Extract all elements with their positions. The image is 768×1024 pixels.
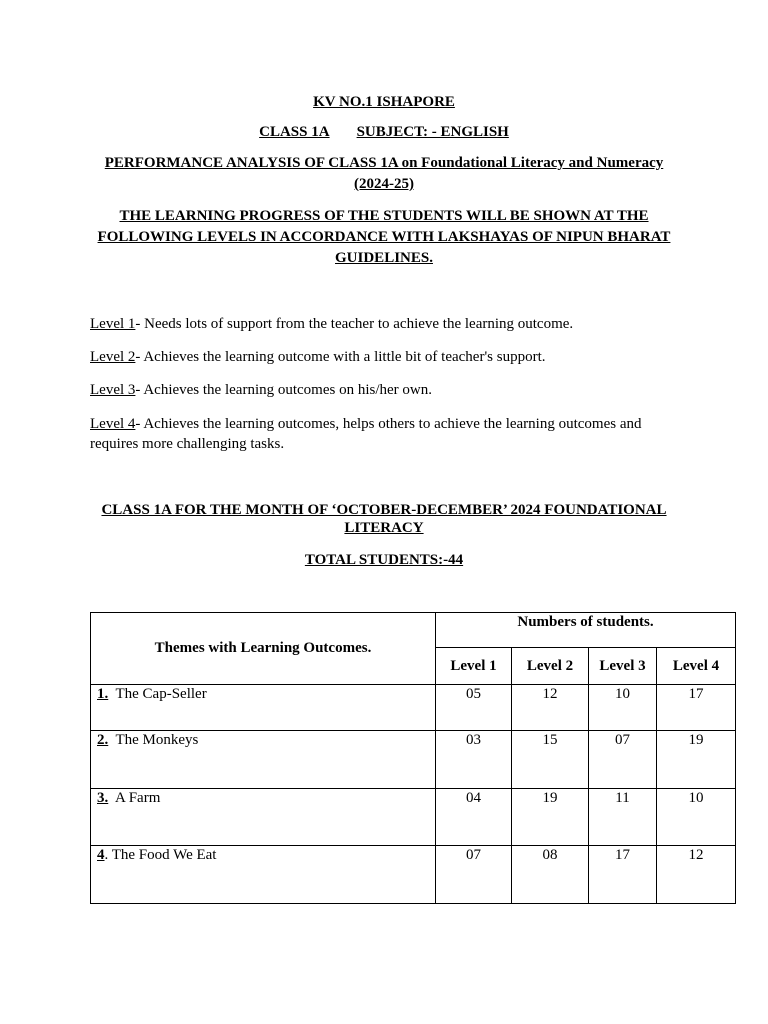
table-row (91, 731, 736, 789)
theme-number: 3. (97, 790, 109, 806)
level-2-count: 08 (512, 846, 589, 904)
theme-number: 2. (97, 732, 109, 748)
theme-title: A Farm (114, 790, 161, 806)
count-column-header (436, 613, 736, 648)
level-3-count: 10 (589, 685, 657, 731)
subject-label: SUBJECT: - ENGLISH (356, 124, 509, 140)
level-1-name: Level 1 (90, 316, 136, 332)
theme-title: The Cap-Seller (115, 686, 207, 702)
level-4-desc: - Achieves the learning outcomes, helps others to achieve the learning outcomes and requires more challenging tasks. (90, 416, 642, 452)
school-title: KV NO.1 ISHAPORE (313, 94, 455, 110)
level-3-name: Level 3 (90, 382, 136, 398)
theme-title: . The Food We Eat (104, 847, 217, 863)
section-title: CLASS 1A FOR THE MONTH OF ‘OCTOBER-DECEMBER’ 2024 FOUNDATIONAL LITERACY (101, 502, 667, 536)
table-header-row (91, 613, 736, 648)
level-1-count: 05 (436, 685, 512, 731)
table-row (91, 685, 736, 731)
theme-cell (91, 685, 436, 731)
class-label: CLASS 1A (259, 124, 330, 140)
theme-cell (91, 789, 436, 846)
level-3-count: 17 (589, 846, 657, 904)
progress-note: THE LEARNING PROGRESS OF THE STUDENTS WILL BE SHOWN AT THE FOLLOWING LEVELS IN ACCORDANCE WITH LAKSHAYAS OF NIPUN BHARAT GUIDELINES. (97, 208, 671, 266)
level-2-header: Level 2 (512, 648, 589, 685)
table-row (91, 789, 736, 846)
level-2-name: Level 2 (90, 349, 136, 365)
level-3-header: Level 3 (589, 648, 657, 685)
level-1-count: 07 (436, 846, 512, 904)
level-1-count: 03 (436, 731, 512, 789)
level-3-count: 11 (589, 789, 657, 846)
level-2-definition (90, 347, 670, 367)
table-row (91, 846, 736, 904)
level-2-count: 15 (512, 731, 589, 789)
count-header-text: Numbers of students. (517, 614, 654, 630)
level-4-count: 19 (657, 731, 736, 789)
class-subject-line (0, 122, 768, 143)
theme-column-header: Themes with Learning Outcomes. (91, 613, 436, 685)
theme-cell (91, 731, 436, 789)
level-2-desc: - Achieves the learning outcome with a little bit of teacher's support. (135, 349, 546, 365)
level-4-name: Level 4 (90, 416, 136, 432)
theme-number: 4 (97, 847, 105, 863)
theme-number: 1. (97, 686, 109, 702)
level-4-count: 17 (657, 685, 736, 731)
level-1-definition (90, 314, 670, 334)
performance-table (90, 612, 736, 904)
level-4-count: 10 (657, 789, 736, 846)
level-4-definition (90, 414, 670, 454)
level-2-count: 19 (512, 789, 589, 846)
level-3-desc: - Achieves the learning outcomes on his/her own. (135, 382, 433, 398)
theme-title: The Monkeys (115, 732, 199, 748)
theme-cell (91, 846, 436, 904)
level-4-count: 12 (657, 846, 736, 904)
total-students: TOTAL STUDENTS:-44 (304, 552, 464, 568)
level-3-definition (90, 380, 670, 400)
level-3-count: 07 (589, 731, 657, 789)
level-2-count: 12 (512, 685, 589, 731)
level-1-count: 04 (436, 789, 512, 846)
analysis-title: PERFORMANCE ANALYSIS OF CLASS 1A on Foundational Literacy and Numeracy (2024-25) (104, 155, 664, 192)
level-4-header: Level 4 (657, 648, 736, 685)
level-1-desc: - Needs lots of support from the teacher to achieve the learning outcome. (135, 316, 574, 332)
level-1-header: Level 1 (436, 648, 512, 685)
